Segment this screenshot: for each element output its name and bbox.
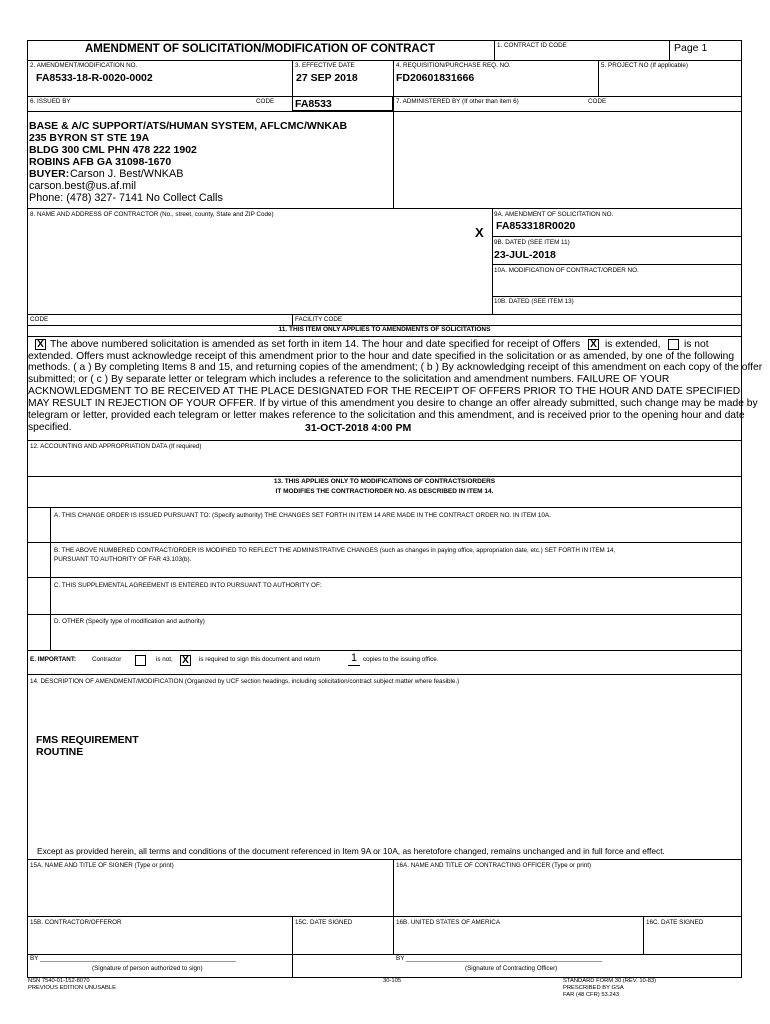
- item15c-label: 15C. DATE SIGNED: [295, 919, 353, 926]
- item9a-mark[interactable]: X: [475, 225, 484, 240]
- copies-count[interactable]: 1: [348, 653, 360, 666]
- buyer-phone: Phone: (478) 327- 7141 No Collect Calls: [29, 192, 223, 204]
- is-required-label: is required to sign this document and return: [199, 656, 321, 663]
- item15b-label: 15B. CONTRACTOR/OFFEROR: [30, 919, 122, 926]
- issuer-address-line: BASE & A/C SUPPORT/ATS/HUMAN SYSTEM, AFLCMC/WNKAB: [29, 120, 348, 132]
- rule: [27, 314, 742, 315]
- rule: [393, 859, 394, 954]
- rule: [27, 542, 742, 543]
- item11-text: ACKNOWLEDGMENT TO BE RECEIVED AT THE PLACE DESIGNATED FOR THE RECEIPT OF OFFERS PRIOR TO THE HOUR AND DATE SPECIFIED: [28, 386, 741, 397]
- item6-code-label: CODE: [256, 98, 275, 105]
- item11-text: submitted; or ( c ) By separate letter or telegram which includes a reference to the solicitation and amendment numbers. FAILURE OF YOUR: [28, 374, 670, 385]
- item11-heading: 11. THIS ITEM ONLY APPLIES TO AMENDMENTS OF SOLICITATIONS: [278, 326, 491, 333]
- rule: [27, 577, 742, 578]
- officer-signature-line[interactable]: BY ________________________________________________________: [396, 955, 603, 962]
- footer-far: FAR (48 CFR) 53.243: [563, 992, 620, 998]
- contractor-signature-line[interactable]: BY ________________________________________________________: [30, 955, 237, 962]
- rule: [492, 264, 742, 265]
- rule: [393, 60, 394, 208]
- buyer-email[interactable]: carson.best@us.af.mil: [29, 180, 136, 192]
- rule: [50, 507, 51, 650]
- item11-text: The above numbered solicitation is amended as set forth in item 14. The hour and date specified for receipt of Offers: [50, 339, 581, 350]
- except-clause: Except as provided herein, all terms and conditions of the document referenced in Item 9A or 10A, as heretofore changed, remains unchanged and in full force and effect.: [37, 846, 665, 856]
- rule: [27, 674, 742, 675]
- contractor-label: Contractor: [92, 656, 122, 663]
- issued-by-code[interactable]: FA8533: [295, 98, 332, 110]
- item11-text: MAY RESULT IN REJECTION OF YOUR OFFER. If by virtue of this amendment you desire to change an offer already submitted, such change may be made by: [28, 398, 758, 409]
- copies-label: copies to the issuing office.: [363, 656, 439, 663]
- rule: [27, 111, 742, 112]
- footer-sf: STANDARD FORM 30 (REV. 10-83): [563, 978, 657, 984]
- rule: [598, 60, 599, 96]
- rule: [27, 650, 742, 651]
- solicitation-date[interactable]: 23-JUL-2018: [494, 249, 556, 261]
- item13d-label: D. OTHER (Specify type of modification and authority): [54, 618, 205, 625]
- item2-label: 2. AMENDMENT/MODIFICATION NO.: [30, 62, 138, 69]
- item3-label: 3. EFFECTIVE DATE: [295, 62, 355, 69]
- rule: [292, 314, 293, 325]
- rule: [494, 40, 495, 60]
- item11-text: telegram or letter, provided each telegram or letter makes reference to the solicitation and this amendment, and is received prior to the opening hour and date: [28, 410, 745, 421]
- item14-label: 14. DESCRIPTION OF AMENDMENT/MODIFICATION (Organized by UCF section headings, including solicitation/contract subject matter where feasible.): [30, 678, 460, 685]
- extended-checkbox[interactable]: X: [588, 339, 599, 350]
- item13-heading: 13. THIS APPLIES ONLY TO MODIFICATIONS OF CONTRACTS/ORDERS: [273, 478, 496, 485]
- effective-date[interactable]: 27 SEP 2018: [296, 72, 358, 84]
- item7-code-label: CODE: [588, 98, 607, 105]
- issuer-address-line: ROBINS AFB GA 31098-1670: [29, 156, 172, 168]
- rule: [27, 60, 742, 61]
- facility-code-label: FACILITY CODE: [295, 316, 343, 323]
- rule: [492, 208, 493, 314]
- rule: [27, 507, 742, 508]
- item4-label: 4. REQUISITION/PURCHASE REQ. NO.: [396, 62, 511, 69]
- item11-text: extended. Offers must acknowledge receipt of this amendment prior to the hour and date specified in the solicitation or as amended, by one of the following: [28, 351, 735, 362]
- rule: [27, 916, 742, 917]
- rule: [27, 440, 742, 441]
- item8-code-label: CODE: [30, 316, 49, 323]
- item9a-label: 9A. AMENDMENT OF SOLICITATION NO.: [494, 211, 614, 218]
- item16a-label: 16A. NAME AND TITLE OF CONTRACTING OFFICER (Type or print): [396, 862, 592, 869]
- is-required-checkbox[interactable]: X: [180, 655, 191, 666]
- footer-nsn: NSN 7540-01-152-8070: [28, 978, 90, 984]
- contractor-signature-caption: (Signature of person authorized to sign): [92, 965, 203, 972]
- form-title: AMENDMENT OF SOLICITATION/MODIFICATION OF CONTRACT: [84, 43, 436, 55]
- rule: [292, 916, 293, 978]
- item12-label: 12. ACCOUNTING AND APPROPRIATION DATA (If required): [30, 443, 202, 450]
- not-extended-checkbox[interactable]: [668, 339, 679, 350]
- solicitation-number[interactable]: FA853318R0020: [496, 220, 576, 232]
- item9b-label: 9B. DATED (SEE ITEM 11): [494, 239, 570, 246]
- item8-label: 8. NAME AND ADDRESS OF CONTRACTOR (No., street, county, State and ZIP Code): [30, 211, 274, 218]
- rule: [669, 40, 670, 60]
- item15a-label: 15A. NAME AND TITLE OF SIGNER (Type or print): [30, 862, 174, 869]
- rule: [27, 859, 742, 860]
- item7-label: 7. ADMINISTERED BY (If other than item 6): [396, 98, 519, 105]
- rule: [27, 336, 742, 337]
- item13b-label: PURSUANT TO AUTHORITY OF FAR 43.103(b).: [54, 556, 192, 563]
- item11-text: specified.: [28, 422, 72, 433]
- rule: [643, 916, 644, 954]
- is-not-label: is not,: [156, 656, 173, 663]
- item11-not: is not: [684, 339, 709, 350]
- footer-prev: PREVIOUS EDITION UNUSABLE: [28, 985, 116, 991]
- description-line: FMS REQUIREMENT: [36, 734, 139, 746]
- buyer-label: BUYER:: [29, 168, 70, 180]
- rule: [492, 236, 742, 237]
- is-not-checkbox[interactable]: [135, 655, 146, 666]
- rule: [492, 296, 742, 297]
- buyer-name: Carson J. Best/WNKAB: [70, 168, 184, 180]
- item13c-label: C. THIS SUPPLEMENTAL AGREEMENT IS ENTERED INTO PURSUANT TO AUTHORITY OF:: [54, 582, 322, 589]
- issuer-address-line: BLDG 300 CML PHN 478 222 1902: [29, 144, 197, 156]
- page-number: Page 1: [674, 42, 708, 54]
- amended-checkbox[interactable]: X: [35, 339, 46, 350]
- rule: [27, 208, 742, 209]
- rule: [27, 614, 742, 615]
- item11-text: methods. ( a ) By completing Items 8 and 15, and returning copies of the amendment; ( b ) By acknowledging receipt of this amendment on each copy of the offer: [28, 362, 763, 373]
- footer-gsa: PRESCRIBED BY GSA: [563, 985, 624, 991]
- important-label: E. IMPORTANT:: [30, 656, 77, 663]
- item13a-label: A. THIS CHANGE ORDER IS ISSUED PURSUANT TO: (Specify authority) THE CHANGES SET FORTH IN ITEM 14 ARE MADE IN THE CONTRACT ORDER NO. IN ITEM 10A.: [54, 512, 551, 519]
- offer-deadline: 31-OCT-2018 4:00 PM: [305, 422, 412, 434]
- item6-label: 6. ISSUED BY: [30, 98, 71, 105]
- footer-code: 30-105: [383, 978, 402, 984]
- officer-signature-caption: (Signature of Contracting Officer): [465, 965, 558, 972]
- item16b-label: 16B. UNITED STATES OF AMERICA: [396, 919, 501, 926]
- description-line: ROUTINE: [36, 746, 84, 758]
- item1-label: 1. CONTRACT ID CODE: [497, 42, 567, 49]
- issuer-address-line: 235 BYRON ST STE 19A: [29, 132, 150, 144]
- item10a-label: 10A. MODIFICATION OF CONTRACT/ORDER NO.: [494, 267, 639, 274]
- item10b-label: 10B. DATED (SEE ITEM 13): [494, 298, 574, 305]
- item11-extended: is extended,: [605, 339, 661, 350]
- amendment-number[interactable]: FA8533-18-R-0020-0002: [36, 72, 153, 84]
- item16c-label: 16C. DATE SIGNED: [646, 919, 704, 926]
- item5-label: 5. PROJECT NO (If applicable): [601, 62, 689, 69]
- rule: [27, 476, 742, 477]
- item13-heading: IT MODIFIES THE CONTRACT/ORDER NO. AS DESCRIBED IN ITEM 14.: [275, 488, 494, 495]
- item13b-label: B. THE ABOVE NUMBERED CONTRACT/ORDER IS MODIFIED TO REFLECT THE ADMINISTRATIVE CHANGES (such as changes in paying office, appropriation date, etc.) SET FORTH IN ITEM 14,: [54, 547, 616, 554]
- requisition-number[interactable]: FD20601831666: [396, 72, 475, 84]
